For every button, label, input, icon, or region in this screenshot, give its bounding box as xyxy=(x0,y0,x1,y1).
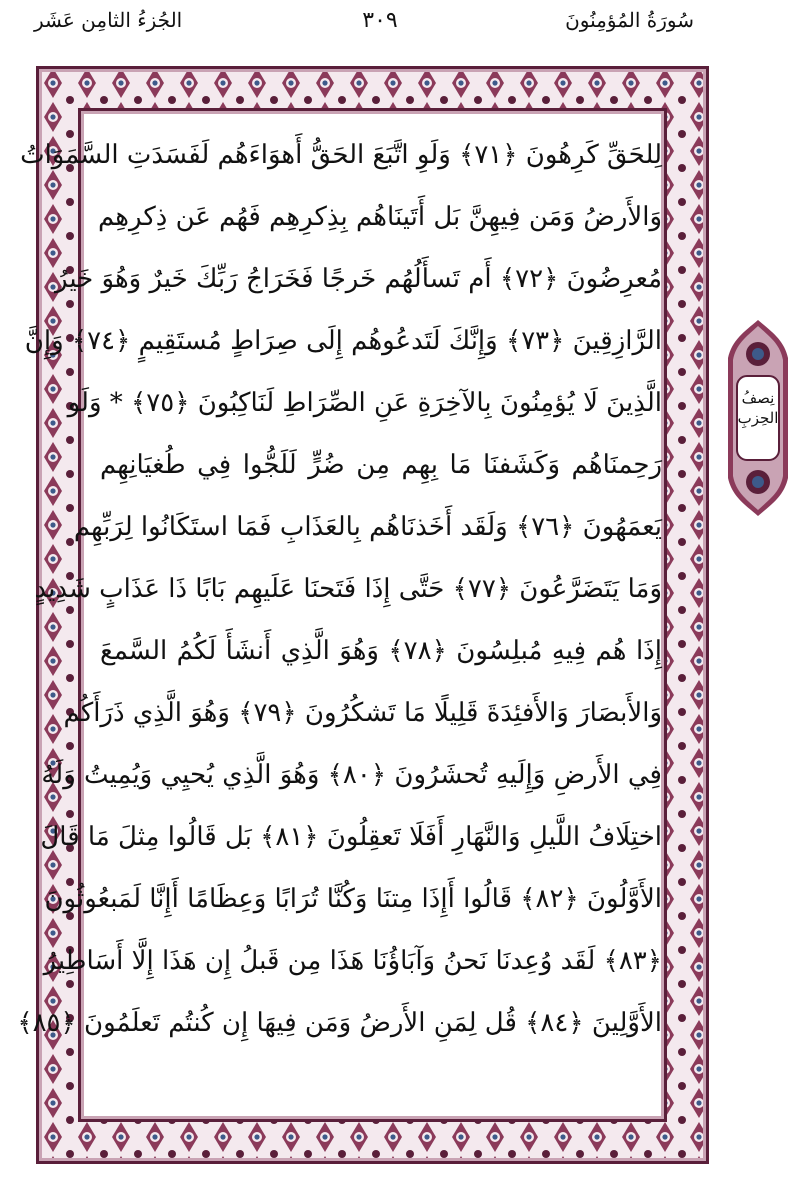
page-number: ٣٠٩ xyxy=(362,8,398,33)
text-line: الأَوَّلِينَ ﴿٨٤﴾ قُل لِمَنِ الأَرضُ وَمَن فِيهَا إِن كُنتُم تَعلَمُونَ ﴿٨٥﴾ xyxy=(17,1008,662,1038)
text-line: إِذَا هُم فِيهِ مُبلِسُونَ ﴿٧٨﴾ وَهُوَ الَّذِي أَنشَأَ لَكُمُ السَّمعَ xyxy=(100,636,662,666)
text-line: مُعرِضُونَ ﴿٧٢﴾ أَم تَسأَلُهُم خَرجًا فَخَرَاجُ رَبِّكَ خَيرٌ وَهُوَ خَيرُ xyxy=(54,264,662,294)
hizb-marker-line2: الحِزبِ xyxy=(737,409,779,427)
text-line: رَحِمنَاهُم وَكَشَفنَا مَا بِهِم مِن ضُرٍّ لَلَجُّوا فِي طُغيَانِهِم xyxy=(100,450,662,480)
juz-title: الجُزءُ الثامِن عَشَر xyxy=(34,8,183,32)
text-line: الرَّازِقِينَ ﴿٧٣﴾ وَإِنَّكَ لَتَدعُوهُم إِلَى صِرَاطٍ مُستَقِيمٍ ﴿٧٤﴾ وَإِنَّ xyxy=(24,326,662,356)
hizb-marker-line1: نِصفُ xyxy=(741,389,775,407)
text-line: اختِلَافُ اللَّيلِ وَالنَّهَارِ أَفَلَا تَعقِلُونَ ﴿٨١﴾ بَل قَالُوا مِثلَ مَا قَالَ xyxy=(40,822,662,852)
text-line: فِي الأَرضِ وَإِلَيهِ تُحشَرُونَ ﴿٨٠﴾ وَهُوَ الَّذِي يُحيِي وَيُمِيتُ وَلَهُ xyxy=(41,760,662,790)
text-line: وَمَا يَتَضَرَّعُونَ ﴿٧٧﴾ حَتَّى إِذَا فَتَحنَا عَلَيهِم بَابًا ذَا عَذَابٍ شَدِيدٍ xyxy=(34,574,662,604)
quran-text-block xyxy=(17,124,662,1054)
page-header xyxy=(0,0,800,66)
text-line: يَعمَهُونَ ﴿٧٦﴾ وَلَقَد أَخَذنَاهُم بِالعَذَابِ فَمَا استَكَانُوا لِرَبِّهِم xyxy=(73,512,662,542)
text-line: الَّذِينَ لَا يُؤمِنُونَ بِالآخِرَةِ عَنِ الصِّرَاطِ لَنَاكِبُونَ ﴿٧٥﴾ * وَلَو xyxy=(67,388,662,418)
text-line: لِلحَقِّ كَرِهُونَ ﴿٧١﴾ وَلَوِ اتَّبَعَ الحَقُّ أَهوَاءَهُم لَفَسَدَتِ السَّمَوَاتُ xyxy=(20,140,662,170)
hizb-marker xyxy=(722,318,794,518)
text-line: ﴿٨٣﴾ لَقَد وُعِدنَا نَحنُ وَآبَاؤُنَا هَذَا مِن قَبلُ إِن هَذَا إِلَّا أَسَاطِيرُ xyxy=(43,946,662,976)
text-line: وَالأَبصَارَ وَالأَفئِدَةَ قَلِيلًا مَا تَشكُرُونَ ﴿٧٩﴾ وَهُوَ الَّذِي ذَرَأَكُم xyxy=(63,698,662,728)
text-line: الأَوَّلُونَ ﴿٨٢﴾ قَالُوا أَإِذَا مِتنَا وَكُنَّا تُرَابًا وَعِظَامًا أَإِنَّا لَمَبعُوثُونَ xyxy=(44,884,662,914)
surah-title: سُورَةُ المُؤمِنُونَ xyxy=(565,8,694,32)
text-line: وَالأَرضُ وَمَن فِيهِنَّ بَل أَتَينَاهُم بِذِكرِهِم فَهُم عَن ذِكرِهِم xyxy=(97,202,662,232)
hizb-marker-label xyxy=(722,388,794,428)
